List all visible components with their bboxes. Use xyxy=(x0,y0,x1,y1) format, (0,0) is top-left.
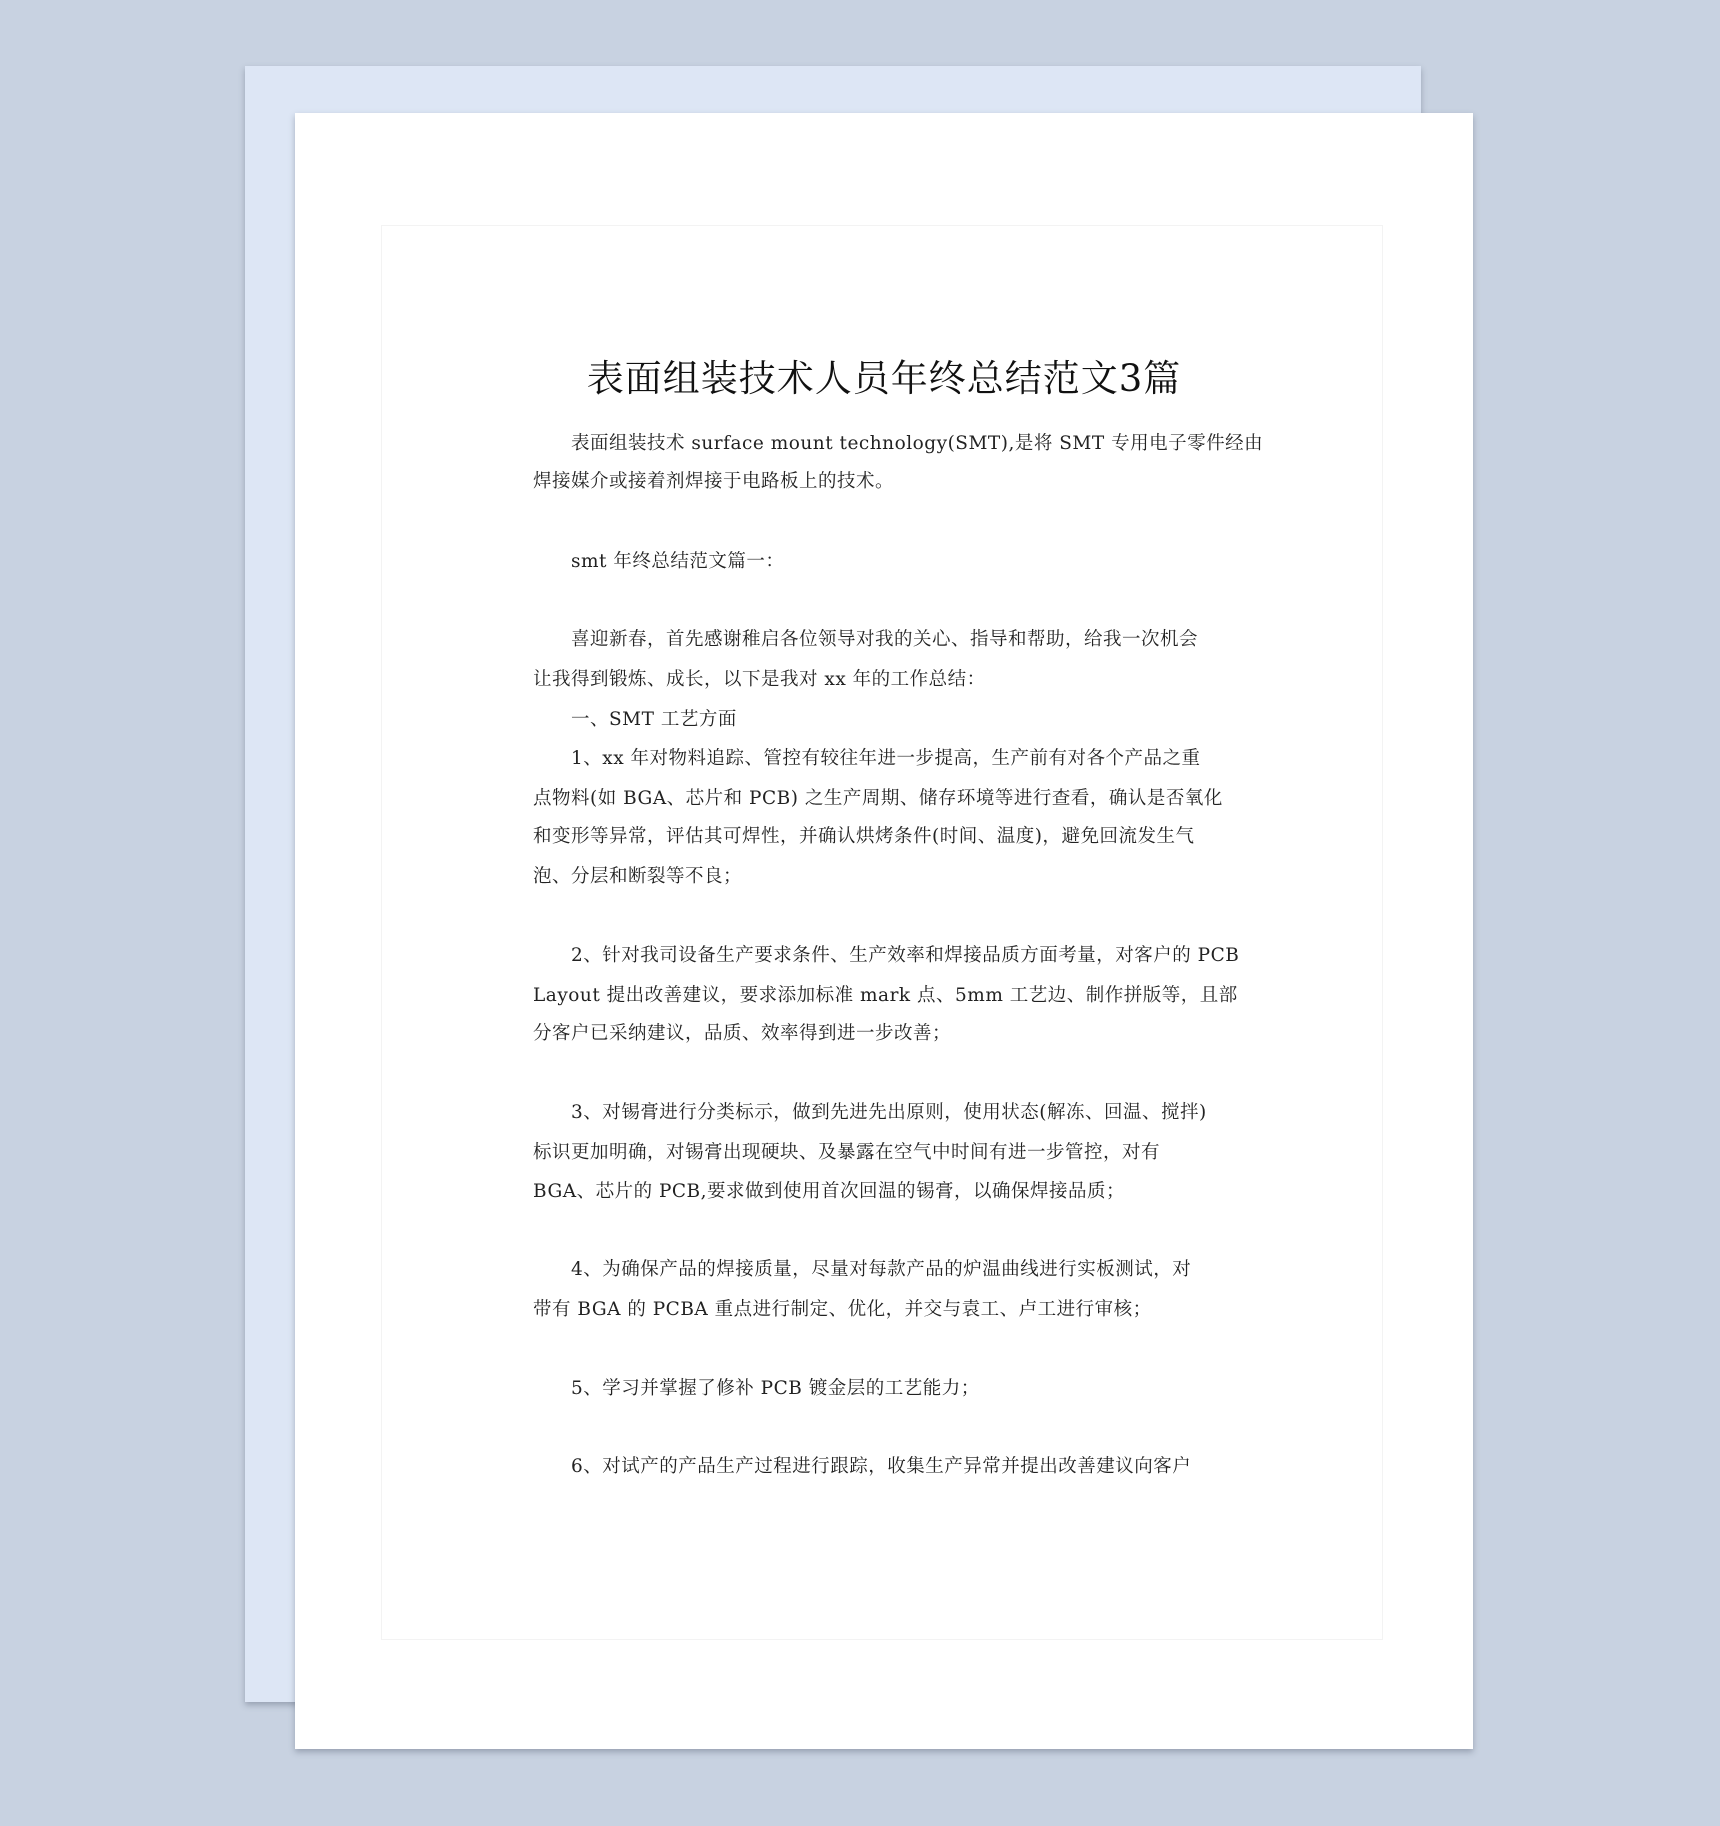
document-title: 表面组装技术人员年终总结范文3篇 xyxy=(586,357,1182,400)
text-line: 点物料(如 BGA、芯片和 PCB) 之生产周期、储存环境等进行查看，确认是否氧化 xyxy=(533,788,1223,809)
subsection-heading: 一、SMT 工艺方面 xyxy=(571,709,737,730)
text-line: 4、为确保产品的焊接质量，尽量对每款产品的炉温曲线进行实板测试，对 xyxy=(571,1259,1192,1280)
text-line: BGA、芯片的 PCB,要求做到使用首次回温的锡膏，以确保焊接品质； xyxy=(533,1181,1126,1202)
text-line: 表面组装技术 surface mount technology(SMT),是将 SMT 专用电子零件经由 xyxy=(571,433,1264,454)
text-line: 泡、分层和断裂等不良； xyxy=(533,866,743,887)
text-line: 焊接媒介或接着剂焊接于电路板上的技术。 xyxy=(533,471,895,492)
text-line: 3、对锡膏进行分类标示，做到先进先出原则，使用状态(解冻、回温、搅拌) xyxy=(571,1102,1207,1123)
text-line: 2、针对我司设备生产要求条件、生产效率和焊接品质方面考量，对客户的 PCB xyxy=(571,945,1240,966)
text-line: 分客户已采纳建议，品质、效率得到进一步改善； xyxy=(533,1023,952,1044)
text-line: 标识更加明确，对锡膏出现硬块、及暴露在空气中时间有进一步管控，对有 xyxy=(533,1142,1161,1163)
text-line: 带有 BGA 的 PCBA 重点进行制定、优化，并交与袁工、卢工进行审核； xyxy=(533,1299,1152,1320)
text-line: Layout 提出改善建议，要求添加标准 mark 点、5mm 工艺边、制作拼版等，且部 xyxy=(533,985,1238,1006)
text-line: 让我得到锻炼、成长，以下是我对 xx 年的工作总结： xyxy=(533,669,986,690)
text-line: 和变形等异常，评估其可焊性，并确认烘烤条件(时间、温度)，避免回流发生气 xyxy=(533,826,1195,847)
section-heading: smt 年终总结范文篇一： xyxy=(571,551,785,572)
document-page xyxy=(295,113,1473,1749)
text-line: 6、对试产的产品生产过程进行跟踪，收集生产异常并提出改善建议向客户 xyxy=(571,1456,1192,1477)
text-line: 喜迎新春，首先感谢稚启各位领导对我的关心、指导和帮助，给我一次机会 xyxy=(571,629,1199,650)
text-line: 1、xx 年对物料追踪、管控有较往年进一步提高，生产前有对各个产品之重 xyxy=(571,748,1201,769)
text-line: 5、学习并掌握了修补 PCB 镀金层的工艺能力； xyxy=(571,1378,980,1399)
